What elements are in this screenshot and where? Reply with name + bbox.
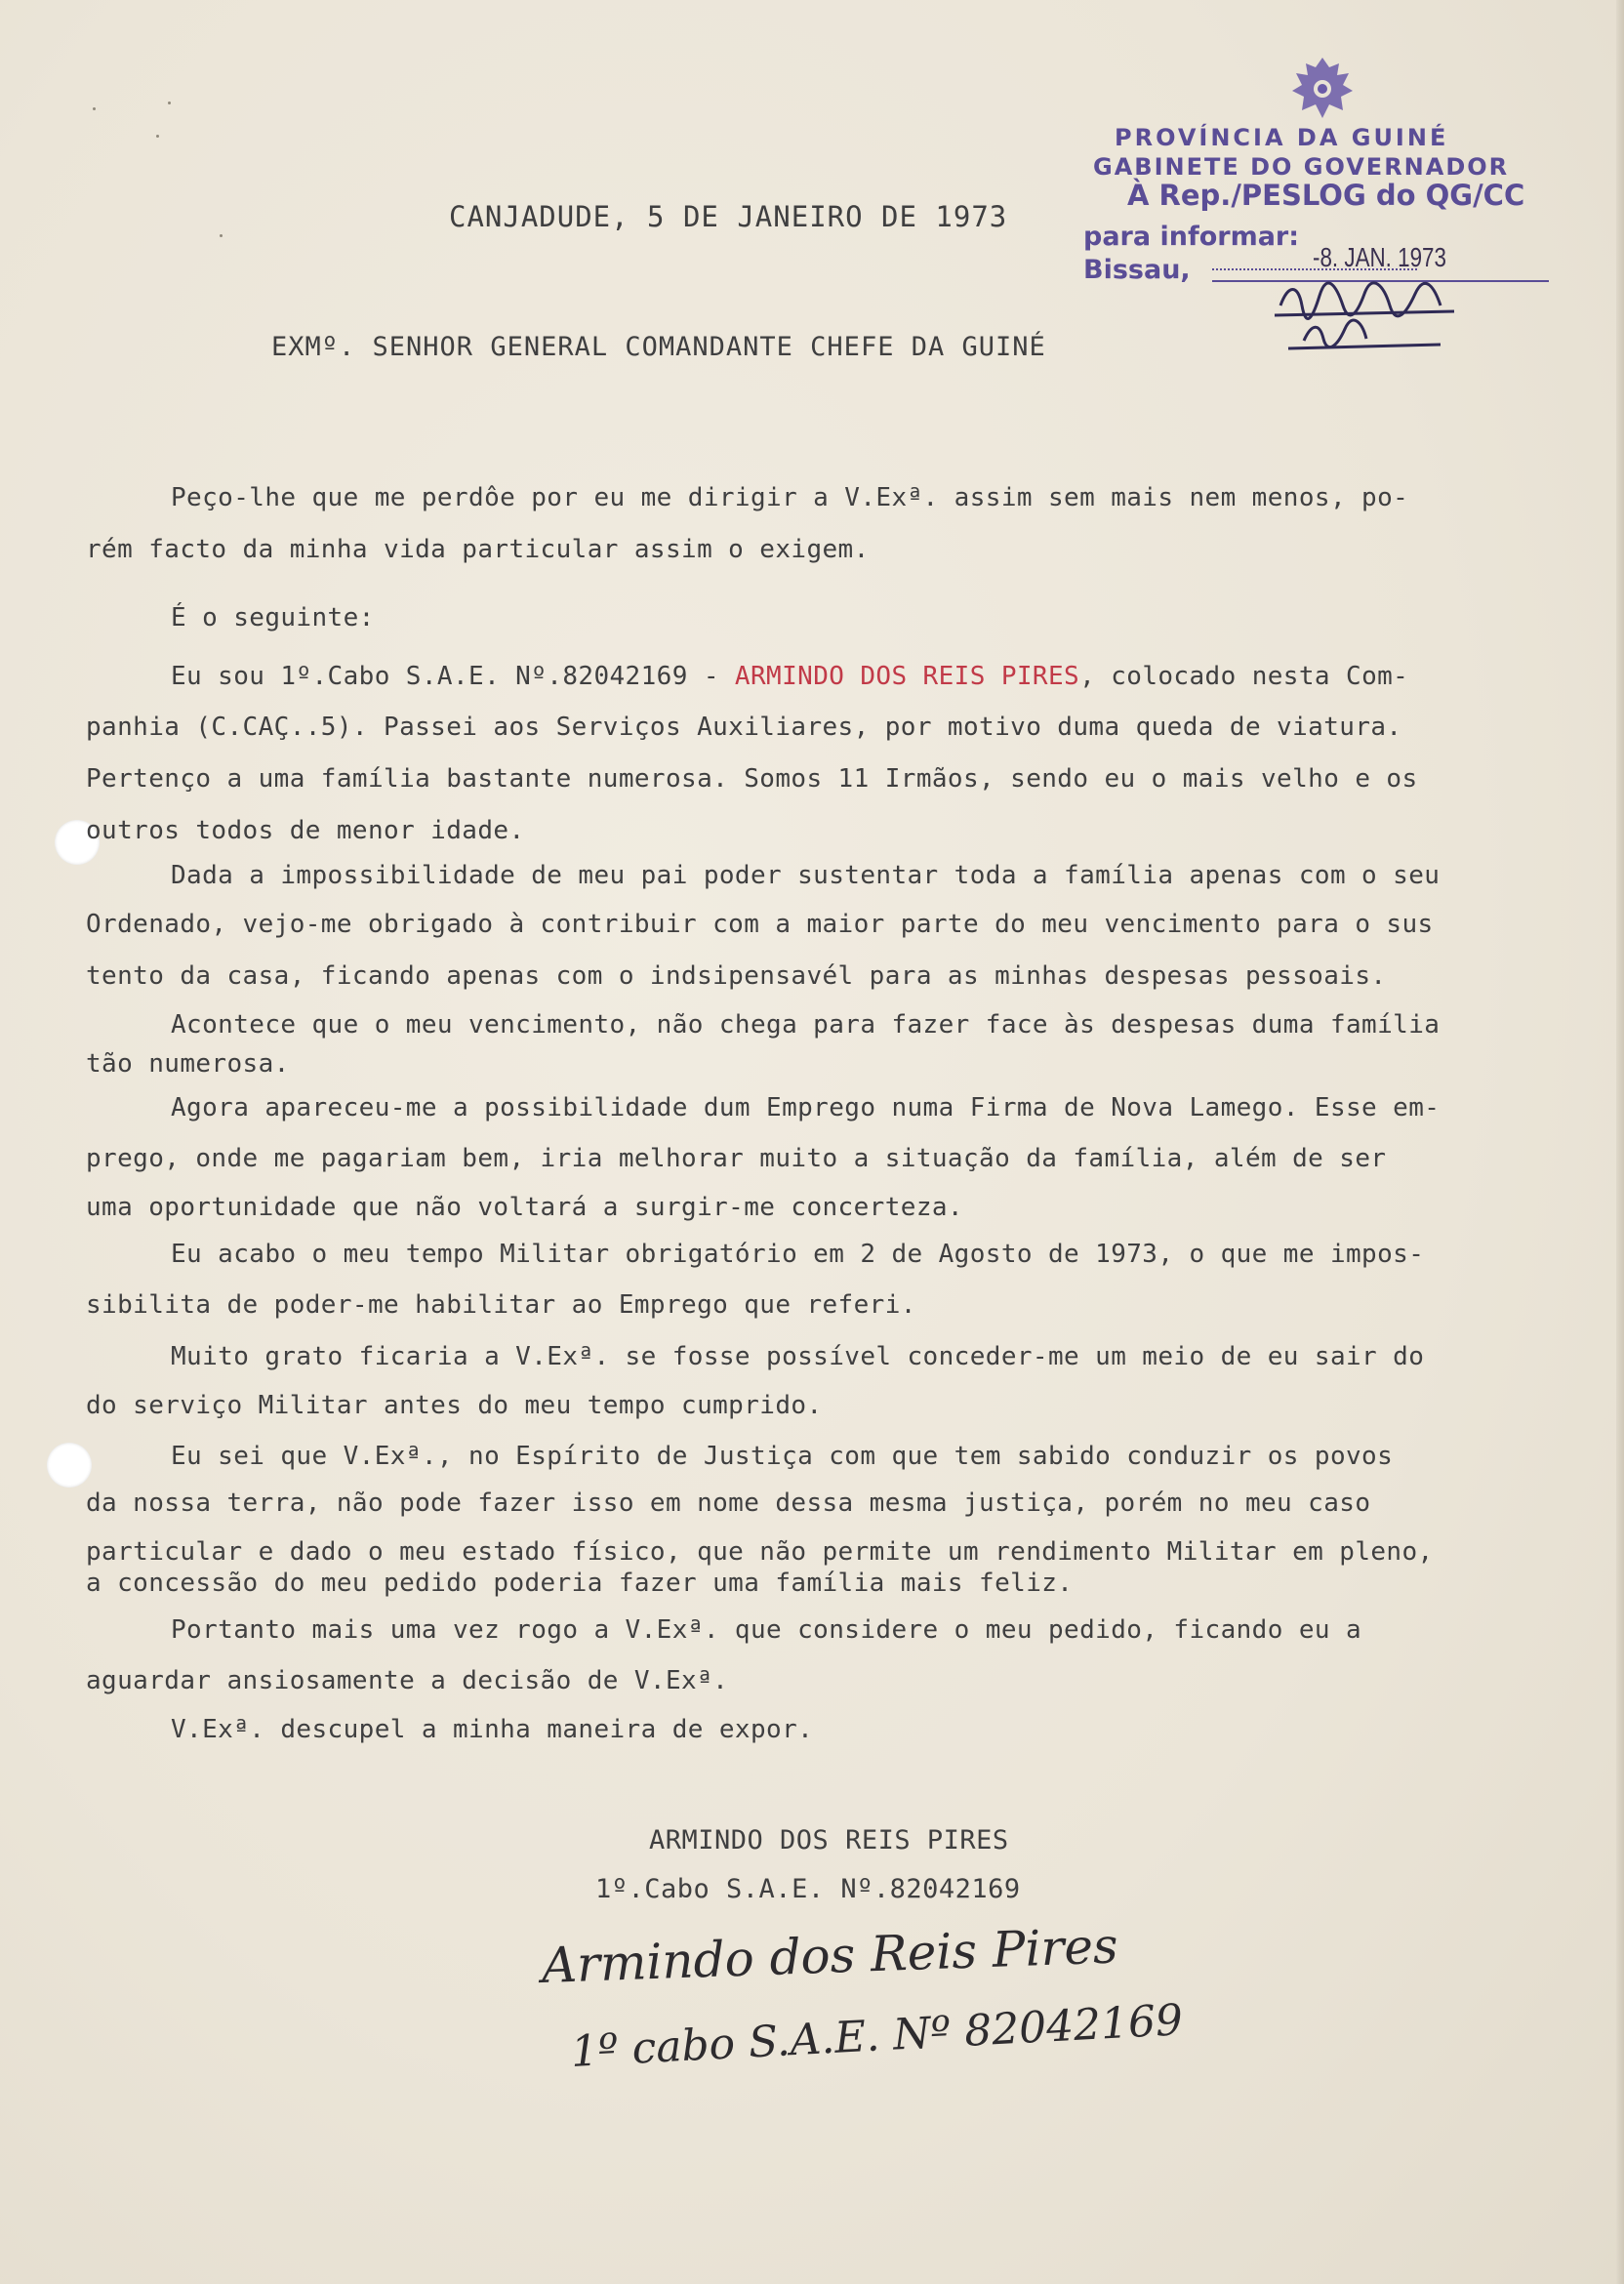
stamp-city: Bissau, [1083,255,1191,285]
letter-line: Acontece que o meu vencimento, não chega para fazer face às despesas duma família [171,1010,1441,1040]
paper-speck [93,107,96,110]
typed-signature-name: ARMINDO DOS REIS PIRES [649,1825,1009,1856]
punch-hole-bottom [47,1443,92,1488]
letter-line: prego, onde me pagariam bem, iria melhorar muito a situação da família, além de ser [86,1144,1387,1173]
letter-text: Eu sou 1º.Cabo S.A.E. Nº.82042169 - [171,662,735,691]
letter-line: da nossa terra, não pode fazer isso em nome dessa mesma justiça, porém no meu caso [86,1489,1371,1518]
letter-line: Ordenado, vejo-me obrigado à contribuir com a maior parte do meu vencimento para o sus [86,910,1434,939]
letter-line: rém facto da minha vida particular assim o exigem. [86,535,870,564]
letter-line: particular e dado o meu estado físico, que não permite um rendimento Militar em pleno, [86,1537,1434,1567]
letter-line: a concessão do meu pedido poderia fazer uma família mais feliz. [86,1569,1074,1598]
letter-line: Portanto mais uma vez rogo a V.Exª. que considere o meu pedido, ficando eu a [171,1615,1362,1645]
letter-line: aguardar ansiosamente a decisão de V.Exª. [86,1666,729,1695]
stamp-office: GABINETE DO GOVERNADOR [1093,153,1510,181]
letter-line: V.Exª. descupel a minha maneira de expor. [171,1715,814,1744]
paper-edge [1616,0,1624,2284]
letter-line: tento da casa, ficando apenas com o indsipensavél para as minhas despesas pessoais. [86,961,1387,991]
handwritten-rank: 1º cabo S.A.E. Nº 82042169 [569,1995,1185,2077]
letter-line: Eu acabo o meu tempo Militar obrigatório em 2 de Agosto de 1973, o que me impos- [171,1240,1425,1269]
place-date: CANJADUDE, 5 DE JANEIRO DE 1973 [449,200,1008,233]
paper-speck [220,234,223,237]
letter-text: , colocado nesta Com- [1079,662,1409,691]
letter-line [171,662,1408,691]
letter-line: É o seguinte: [171,603,375,632]
sender-name-highlight: ARMINDO DOS REIS PIRES [734,662,1080,691]
letter-line: Muito grato ficaria a V.Exª. se fosse possível conceder-me um meio de eu sair do [171,1342,1425,1371]
letter-line: Pertenço a uma família bastante numerosa. Somos 11 Irmãos, sendo eu o mais velho e os [86,764,1418,794]
letter-line: outros todos de menor idade. [86,816,525,845]
letter-line: Eu sei que V.Exª., no Espírito de Justiça com que tem sabido conduzir os povos [171,1442,1394,1471]
letter-line: sibilita de poder-me habilitar ao Emprego que referi. [86,1290,916,1320]
paper-speck [156,135,159,138]
governor-office-stamp [1074,54,1562,366]
letter-line: Agora apareceu-me a possibilidade dum Emprego numa Firma de Nova Lamego. Esse em- [171,1093,1441,1122]
stamp-routing: À Rep./PESLOG do QG/CC [1127,179,1525,212]
letter-line: Peço-lhe que me perdôe por eu me dirigir a V.Exª. assim sem mais nem menos, po- [171,483,1409,512]
stamp-purpose: para informar: [1083,222,1300,252]
crest-icon [1279,54,1366,122]
paper-speck [168,102,171,104]
letter-line: panhia (C.CAÇ..5). Passei aos Serviços Auxiliares, por motivo duma queda de viatura. [86,713,1402,742]
stamp-date: -8. JAN. 1973 [1313,242,1446,272]
typed-signature-rank: 1º.Cabo S.A.E. Nº.82042169 [595,1874,1021,1904]
letter-line: uma oportunidade que não voltará a surgir-me concerteza. [86,1193,963,1222]
letter-line: tão numerosa. [86,1049,290,1079]
letter-line: do serviço Militar antes do meu tempo cumprido. [86,1391,823,1420]
handwritten-initials [1269,276,1464,354]
letter-line: Dada a impossibilidade de meu pai poder sustentar toda a família apenas com o seu [171,861,1441,890]
handwritten-signature: Armindo dos Reis Pires [540,1917,1119,1994]
addressee-line: EXMº. SENHOR GENERAL COMANDANTE CHEFE DA GUINÉ [271,332,1046,362]
stamp-province: PROVÍNCIA DA GUINÉ [1115,124,1449,151]
